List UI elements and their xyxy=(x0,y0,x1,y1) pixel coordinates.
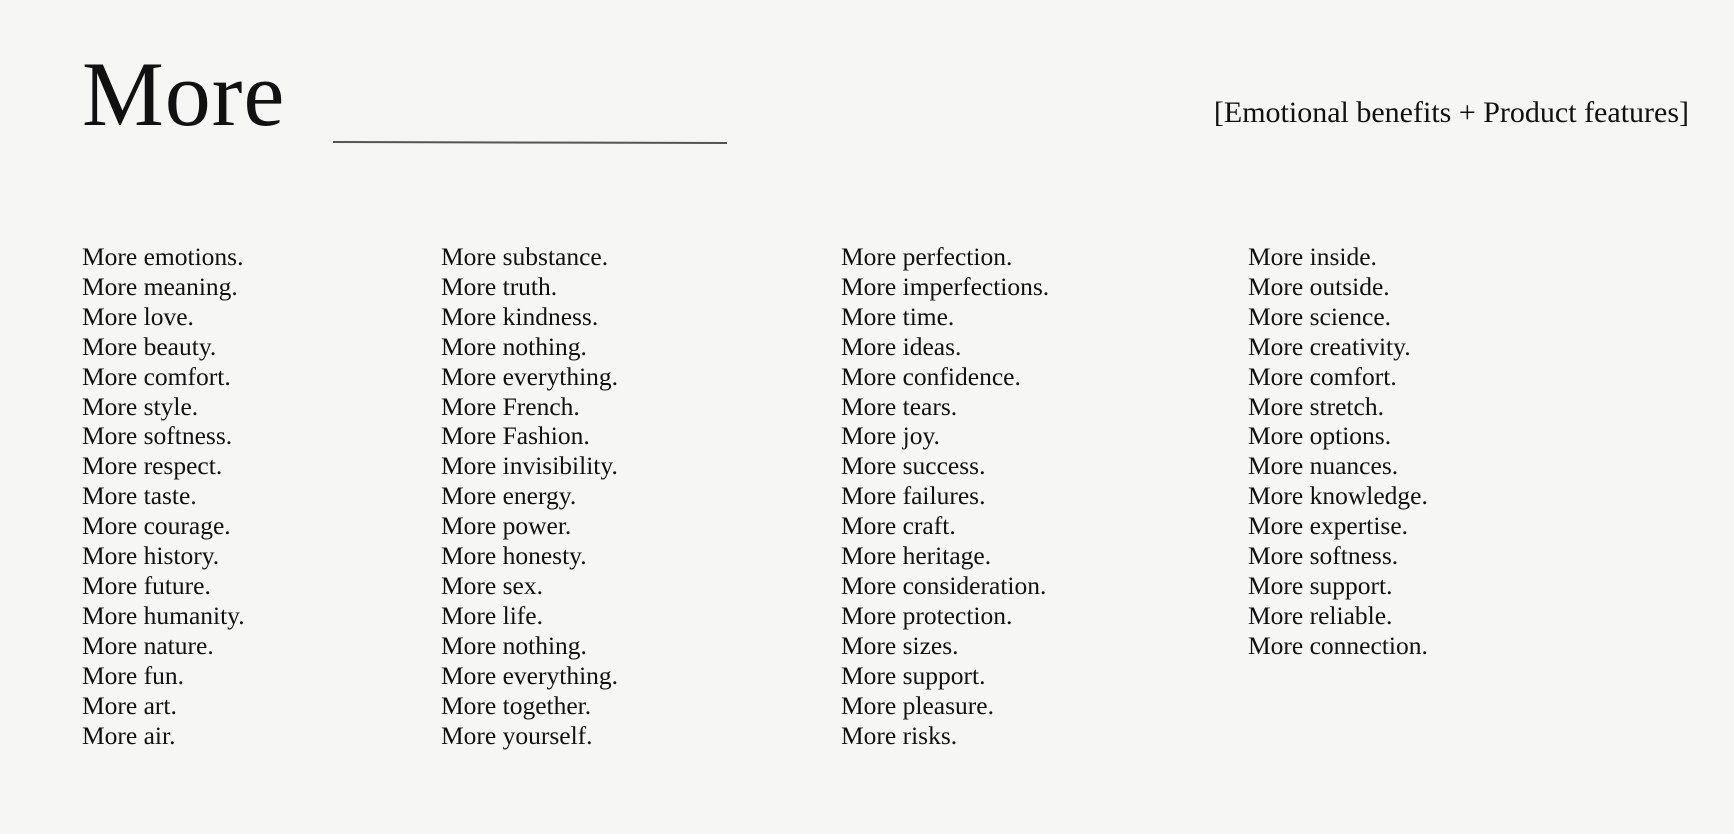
phrase-item: More support. xyxy=(841,660,986,690)
phrase-item: More nothing. xyxy=(441,630,587,660)
phrase-column-3 xyxy=(841,242,1049,750)
phrase-item: More support. xyxy=(1248,570,1393,600)
phrase-item: More outside. xyxy=(1248,271,1390,301)
phrase-item: More protection. xyxy=(841,600,1013,630)
phrase-item: More softness. xyxy=(82,421,233,451)
phrase-item: More French. xyxy=(441,391,580,421)
phrase-item: More connection. xyxy=(1248,630,1428,660)
phrase-item: More science. xyxy=(1248,301,1392,331)
phrase-item: More confidence. xyxy=(841,361,1021,391)
phrase-item: More tears. xyxy=(841,391,958,421)
phrase-item: More pleasure. xyxy=(841,690,994,720)
phrase-item: More style. xyxy=(82,391,199,421)
phrase-item: More honesty. xyxy=(441,541,587,571)
phrase-item: More knowledge. xyxy=(1248,481,1428,511)
phrase-item: More truth. xyxy=(441,271,558,301)
phrase-item: More imperfections. xyxy=(841,271,1050,301)
phrase-item: More together. xyxy=(441,690,592,720)
phrase-item: More everything. xyxy=(441,361,619,391)
phrase-item: More substance. xyxy=(441,242,609,271)
phrase-item: More comfort. xyxy=(82,361,231,391)
phrase-item: More inside. xyxy=(1248,242,1377,271)
phrase-item: More power. xyxy=(441,511,572,541)
phrase-item: More Fashion. xyxy=(441,421,590,451)
phrase-item: More sex. xyxy=(441,570,543,600)
phrase-item: More consideration. xyxy=(841,570,1047,600)
phrase-item: More success. xyxy=(841,451,986,481)
phrase-item: More kindness. xyxy=(441,301,599,331)
phrase-item: More stretch. xyxy=(1248,391,1384,421)
phrase-item: More future. xyxy=(82,570,211,600)
phrase-item: More energy. xyxy=(441,481,577,511)
phrase-item: More air. xyxy=(82,720,176,750)
phrase-item: More nothing. xyxy=(441,331,587,361)
phrase-column-1 xyxy=(82,242,245,750)
fill-in-blank-line xyxy=(333,141,727,144)
phrase-item: More perfection. xyxy=(841,242,1013,271)
phrase-item: More emotions. xyxy=(82,242,244,271)
phrase-item: More fun. xyxy=(82,660,184,690)
phrase-item: More risks. xyxy=(841,720,958,750)
phrase-item: More yourself. xyxy=(441,720,593,750)
phrase-item: More love. xyxy=(82,301,194,331)
phrase-item: More joy. xyxy=(841,421,940,451)
phrase-item: More time. xyxy=(841,301,955,331)
phrase-column-2 xyxy=(441,242,618,750)
phrase-item: More beauty. xyxy=(82,331,217,361)
phrase-item: More sizes. xyxy=(841,630,959,660)
phrase-item: More humanity. xyxy=(82,600,245,630)
phrase-item: More courage. xyxy=(82,511,231,541)
phrase-item: More nature. xyxy=(82,630,214,660)
phrase-item: More expertise. xyxy=(1248,511,1409,541)
phrase-item: More heritage. xyxy=(841,541,992,571)
phrase-item: More taste. xyxy=(82,481,197,511)
phrase-item: More meaning. xyxy=(82,271,238,301)
phrase-item: More respect. xyxy=(82,451,223,481)
phrase-item: More options. xyxy=(1248,421,1392,451)
phrase-item: More craft. xyxy=(841,511,956,541)
phrase-item: More nuances. xyxy=(1248,451,1399,481)
phrase-item: More invisibility. xyxy=(441,451,618,481)
phrase-item: More comfort. xyxy=(1248,361,1397,391)
phrase-item: More creativity. xyxy=(1248,331,1411,361)
phrase-item: More failures. xyxy=(841,481,986,511)
phrase-item: More softness. xyxy=(1248,541,1399,571)
phrase-item: More life. xyxy=(441,600,543,630)
phrase-item: More history. xyxy=(82,541,220,571)
phrase-item: More everything. xyxy=(441,660,619,690)
phrase-column-4 xyxy=(1248,242,1428,661)
page-title: More xyxy=(82,43,286,145)
phrase-item: More reliable. xyxy=(1248,600,1393,630)
phrase-item: More ideas. xyxy=(841,331,962,361)
phrase-item: More art. xyxy=(82,690,177,720)
category-subtitle: [Emotional benefits + Product features] xyxy=(1213,96,1689,129)
